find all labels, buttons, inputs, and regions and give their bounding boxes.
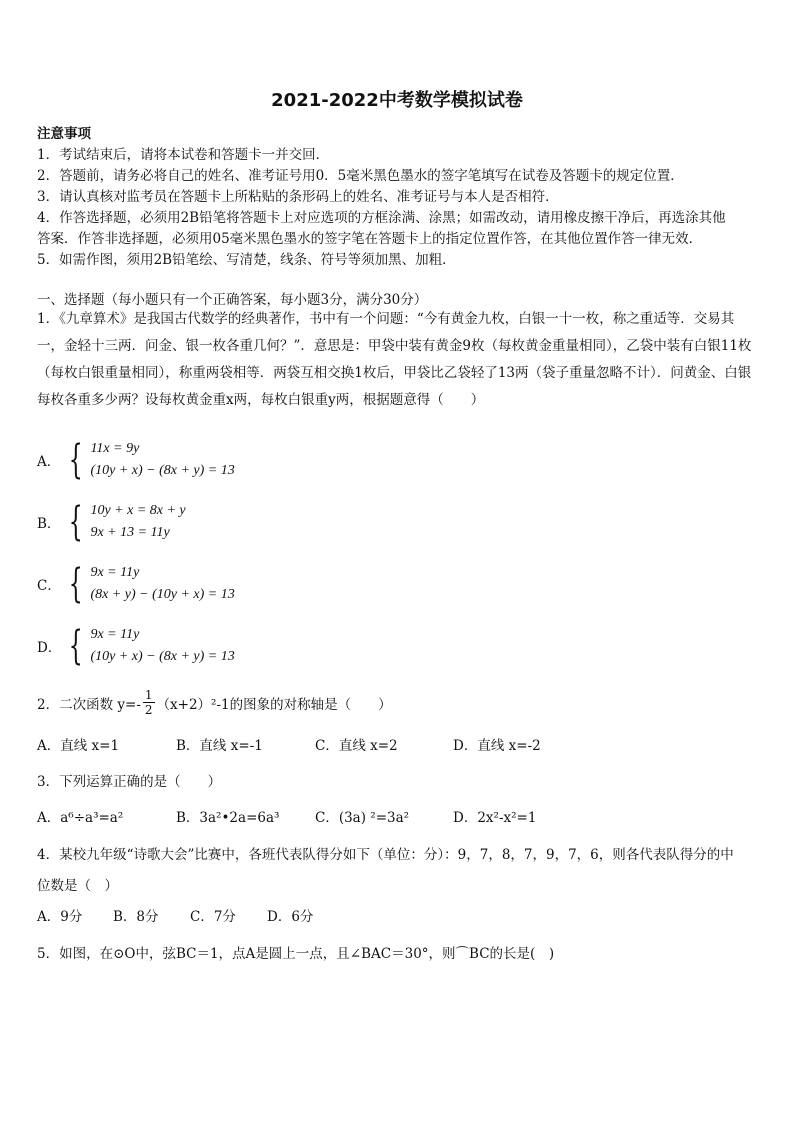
- q1-option-c[interactable]: [37, 562, 235, 606]
- option-label: D．: [37, 640, 62, 656]
- equation: 9x = 11y: [90, 565, 140, 580]
- q2-option-d[interactable]: D．直线 x=-2: [453, 738, 541, 754]
- brace-icon: {: [68, 437, 83, 483]
- q4-option-a[interactable]: A．9分: [37, 909, 83, 925]
- fraction-denominator: 2: [144, 703, 153, 717]
- q4-option-c[interactable]: C．7分: [190, 909, 236, 925]
- q4-option-b[interactable]: B．8分: [113, 909, 159, 925]
- notice-item: 3．请认真核对监考员在答题卡上所粘贴的条形码上的姓名、准考证号与本人是否相符．: [37, 189, 559, 205]
- q1-option-d[interactable]: [37, 624, 235, 668]
- q2-post: （x+2）²-1的图象的对称轴是（ ）: [156, 696, 392, 713]
- q2-pre: 2．二次函数 y=-: [37, 696, 141, 713]
- q1-option-a[interactable]: [37, 438, 235, 482]
- q3-option-a[interactable]: A．a⁶÷a³=a²: [37, 810, 124, 826]
- equation: (8x + y) − (10y + x) = 13: [90, 587, 235, 602]
- question-1-text: 1．《九章算术》是我国古代数学的经典著作，书中有一个问题：“今有黄金九枚，白银一十一枚，称之重适等．交易其一，金轻十三两．问金、银一枚各重几何？”．意思是：甲袋中装有黄金9枚（每枚黄金重量相同），乙袋中装有白银11枚（每枚白银重量相同），称重两袋相等．两袋互相交换1枚后，甲袋比乙袋轻了13两（袋子重量忽略不计）．问黄金、白银每枚各重多少两？设每枚黄金重x两，每枚白银重y两，根据题意得（ ）: [37, 311, 752, 408]
- notice-item: 答案．作答非选择题，必须用05毫米黑色墨水的签字笔在答题卡上的指定位置作答，在其他位置作答一律无效．: [37, 231, 703, 247]
- equation: 11x = 9y: [90, 441, 140, 456]
- q3-option-d[interactable]: D．2x²-x²=1: [453, 810, 537, 826]
- equation: 10y + x = 8x + y: [90, 503, 186, 518]
- question-3-text: 3．下列运算正确的是（ ）: [37, 774, 222, 790]
- q3-option-c[interactable]: C．(3a) ²=3a²: [315, 810, 410, 826]
- q2-option-c[interactable]: C．直线 x=2: [315, 738, 398, 754]
- notice-heading: 注意事项: [37, 126, 91, 142]
- q3-option-b[interactable]: B．3a²•2a=6a³: [176, 810, 280, 826]
- question-4-text-cont: 位数是（ ）: [37, 878, 118, 894]
- notice-item: 2．答题前，请务必将自己的姓名、准考证号用0．5毫米黑色墨水的签字笔填写在试卷及答题卡的规定位置．: [37, 168, 684, 184]
- fraction-numerator: 1: [144, 688, 153, 702]
- option-label: B．: [37, 516, 61, 532]
- q4-option-d[interactable]: D．6分: [267, 909, 314, 925]
- brace-icon: {: [68, 499, 83, 545]
- q2-option-a[interactable]: A．直线 x=1: [37, 738, 120, 754]
- question-5-text: 5．如图，在⊙O中，弦BC＝1，点A是圆上一点，且∠BAC＝30°，则⌒BC的长是( ): [37, 946, 555, 962]
- q2-option-b[interactable]: B．直线 x=-1: [176, 738, 263, 754]
- q1-option-b[interactable]: [37, 500, 186, 544]
- question-2-text: [37, 688, 392, 717]
- page-title: 2021-2022中考数学模拟试卷: [271, 90, 523, 111]
- notice-item: 5．如需作图，须用2B铅笔绘、写清楚，线条、符号等须加黑、加粗．: [37, 252, 456, 268]
- brace-icon: {: [68, 561, 83, 607]
- notice-item: 4．作答选择题，必须用2B铅笔将答题卡上对应选项的方框涂满、涂黑；如需改动，请用橡皮擦干净后，再选涂其他: [37, 210, 726, 226]
- brace-icon: {: [68, 623, 83, 669]
- option-label: A．: [37, 454, 61, 470]
- equation: (10y + x) − (8x + y) = 13: [90, 463, 235, 478]
- option-label: C．: [37, 578, 61, 594]
- equation: 9x + 13 = 11y: [90, 525, 170, 540]
- notice-item: 1．考试结束后，请将本试卷和答题卡一并交回．: [37, 147, 330, 163]
- fraction: [143, 688, 155, 717]
- equation: 9x = 11y: [90, 627, 140, 642]
- question-4-text: 4．某校九年级“诗歌大会”比赛中，各班代表队得分如下（单位：分）：9，7，8，7，9，7，6，则各代表队得分的中: [37, 847, 734, 863]
- equation: (10y + x) − (8x + y) = 13: [90, 649, 235, 664]
- section-heading: 一、选择题（每小题只有一个正确答案，每小题3分，满分30分）: [37, 292, 428, 308]
